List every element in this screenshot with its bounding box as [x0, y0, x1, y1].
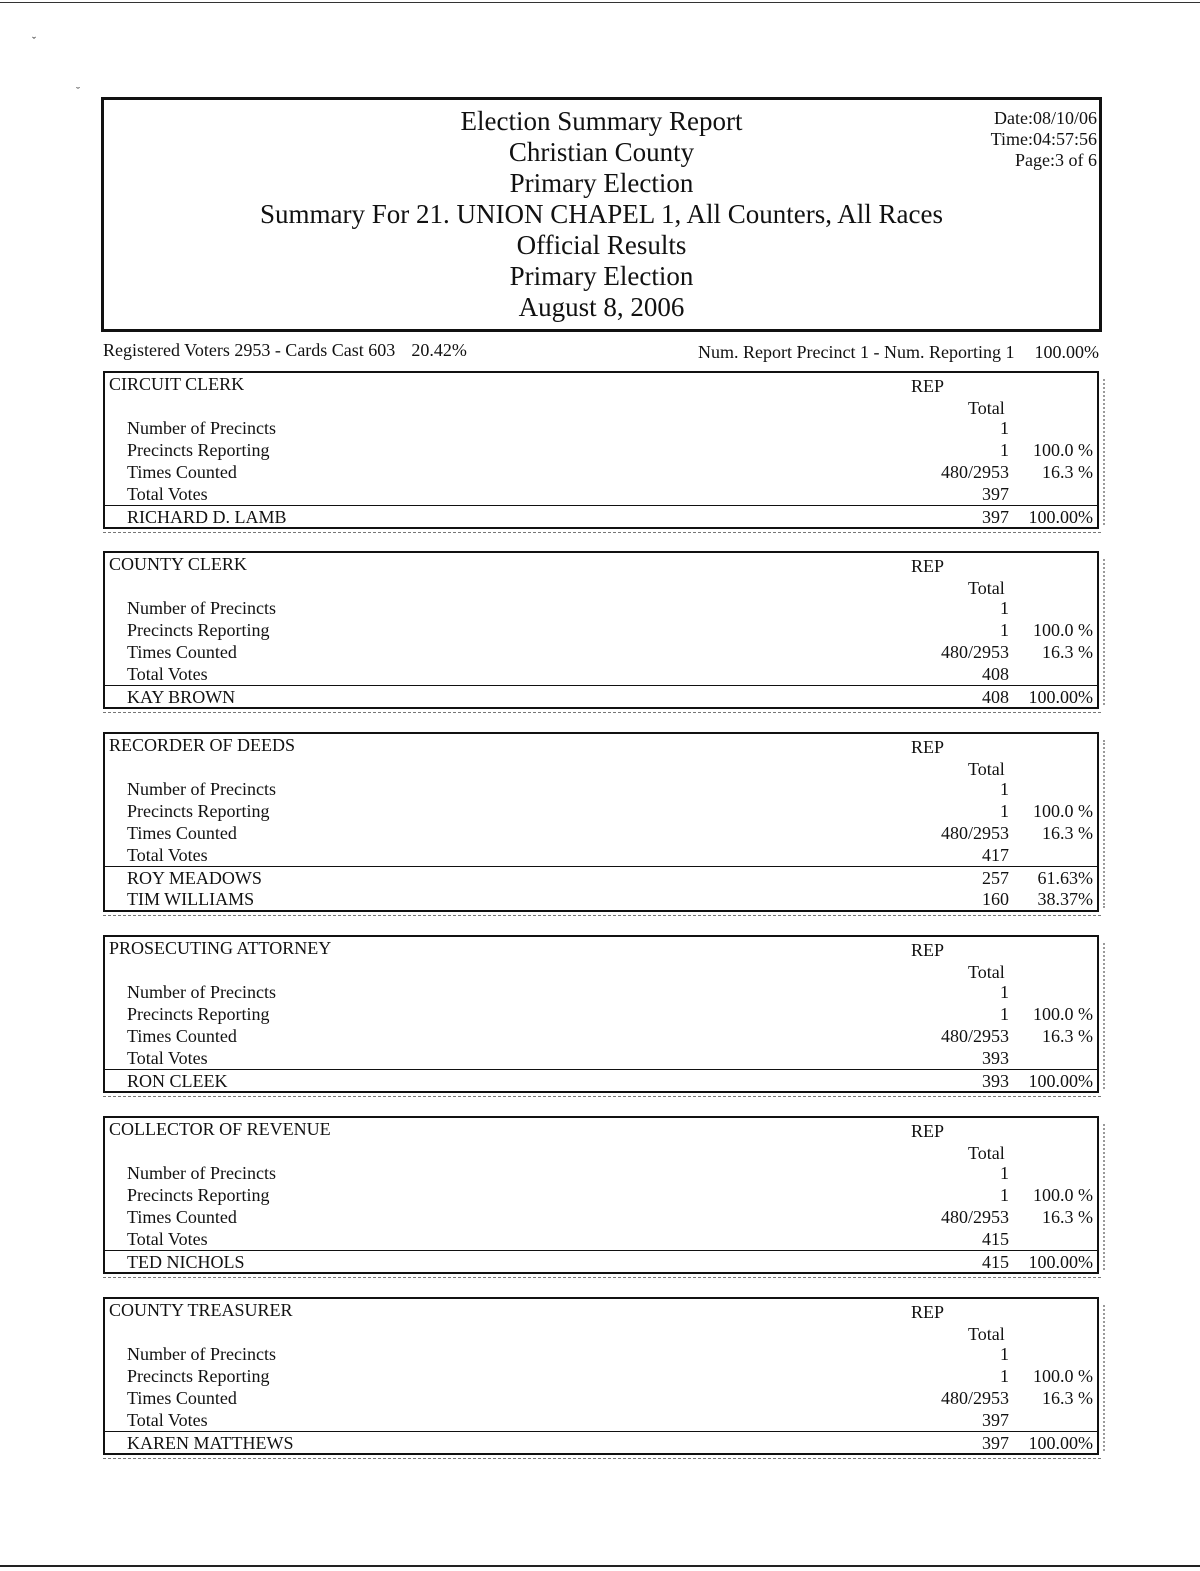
stat-percent: 100.0 % — [1033, 440, 1093, 460]
stat-label: Times Counted — [127, 1207, 237, 1227]
stat-value: 1 — [1000, 418, 1009, 438]
stat-label: Precincts Reporting — [127, 1185, 270, 1205]
stat-row — [105, 461, 1097, 483]
stat-percent: 100.0 % — [1033, 620, 1093, 640]
stat-percent: 16.3 % — [1042, 642, 1093, 662]
candidate-percent: 38.37% — [1037, 889, 1093, 909]
stat-value: 1 — [1000, 1366, 1009, 1386]
stat-row — [105, 1387, 1097, 1409]
stat-label: Number of Precincts — [127, 598, 276, 618]
stat-percent: 100.0 % — [1033, 1366, 1093, 1386]
candidate-votes: 397 — [982, 507, 1009, 527]
candidate-row — [105, 685, 1097, 708]
race-title: RECORDER OF DEEDS — [109, 735, 296, 755]
race-title: CIRCUIT CLERK — [109, 374, 245, 394]
candidate-row — [105, 888, 1097, 910]
stat-percent: 100.0 % — [1033, 1185, 1093, 1205]
race-box — [103, 371, 1099, 529]
stat-row — [105, 1206, 1097, 1228]
stat-percent: 16.3 % — [1042, 823, 1093, 843]
stat-value: 1 — [1000, 1185, 1009, 1205]
stat-row — [105, 1343, 1097, 1365]
page-top-rule — [0, 2, 1200, 3]
stat-row — [105, 641, 1097, 663]
total-column-header: Total — [968, 1143, 1005, 1163]
stat-value: 408 — [982, 664, 1009, 684]
scan-mark: ˘ — [76, 84, 80, 98]
scan-noise — [1099, 1305, 1105, 1451]
election-type: Primary Election — [509, 168, 694, 198]
stat-row — [105, 1184, 1097, 1206]
stat-value: 397 — [982, 1410, 1009, 1430]
stat-label: Times Counted — [127, 1026, 237, 1046]
stat-label: Total Votes — [127, 1048, 208, 1068]
stat-value: 1 — [1000, 1163, 1009, 1183]
candidate-votes: 160 — [982, 889, 1009, 909]
stat-value: 1 — [1000, 982, 1009, 1002]
stat-value: 1 — [1000, 779, 1009, 799]
stat-percent: 16.3 % — [1042, 1388, 1093, 1408]
stat-value: 480/2953 — [940, 823, 1009, 843]
scan-noise — [1099, 559, 1105, 705]
candidate-row — [105, 866, 1097, 889]
candidate-percent: 100.00% — [1028, 507, 1093, 527]
scan-noise — [1099, 1124, 1105, 1270]
race-box — [103, 732, 1099, 912]
stat-value: 397 — [982, 484, 1009, 504]
election-date: August 8, 2006 — [518, 292, 685, 322]
race-box — [103, 1297, 1099, 1455]
stat-value: 415 — [982, 1229, 1009, 1249]
candidate-percent: 61.63% — [1037, 868, 1093, 888]
race-box — [103, 935, 1099, 1093]
scan-noise — [103, 1274, 1101, 1278]
stat-row — [105, 1003, 1097, 1025]
candidate-row — [105, 505, 1097, 528]
page-bottom-rule — [0, 1565, 1200, 1567]
stat-label: Precincts Reporting — [127, 1004, 270, 1024]
race-box — [103, 1116, 1099, 1274]
candidate-row — [105, 1250, 1097, 1273]
registered-voters-text: Registered Voters 2953 - Cards Cast 603 — [103, 340, 396, 360]
stat-row — [105, 800, 1097, 822]
stat-label: Times Counted — [127, 462, 237, 482]
reporting-percent: 100.00% — [1034, 342, 1099, 362]
stat-value: 1 — [1000, 801, 1009, 821]
candidate-votes: 408 — [982, 687, 1009, 707]
candidate-name: TIM WILLIAMS — [127, 889, 255, 909]
race-title: COUNTY CLERK — [109, 554, 247, 574]
stat-percent: 16.3 % — [1042, 1207, 1093, 1227]
stat-label: Times Counted — [127, 642, 237, 662]
scan-noise — [103, 1093, 1101, 1097]
candidate-name: KAY BROWN — [127, 687, 236, 707]
candidate-name: RON CLEEK — [127, 1071, 228, 1091]
stat-label: Total Votes — [127, 845, 208, 865]
stat-row — [105, 1025, 1097, 1047]
candidate-name: RICHARD D. LAMB — [127, 507, 287, 527]
party-label: REP — [911, 737, 945, 757]
stat-row — [105, 844, 1097, 866]
stat-value: 1 — [1000, 440, 1009, 460]
stat-label: Number of Precincts — [127, 779, 276, 799]
report-meta — [991, 108, 1097, 171]
party-label: REP — [911, 940, 945, 960]
stat-row — [105, 417, 1097, 439]
stat-row — [105, 483, 1097, 505]
candidate-votes: 415 — [982, 1252, 1009, 1272]
candidate-name: TED NICHOLS — [127, 1252, 245, 1272]
stat-row — [105, 1409, 1097, 1431]
summary-scope: Summary For 21. UNION CHAPEL 1, All Counters, All Races — [260, 199, 943, 229]
stat-percent: 16.3 % — [1042, 462, 1093, 482]
party-label: REP — [911, 1121, 945, 1141]
stat-value: 1 — [1000, 1344, 1009, 1364]
report-time: Time:04:57:56 — [990, 129, 1097, 149]
stat-label: Precincts Reporting — [127, 801, 270, 821]
candidate-name: KAREN MATTHEWS — [127, 1433, 294, 1453]
stat-row — [105, 778, 1097, 800]
race-title: PROSECUTING ATTORNEY — [109, 938, 332, 958]
election-name: Primary Election — [509, 261, 694, 291]
reporting-text: Num. Report Precinct 1 - Num. Reporting 1 — [698, 342, 1015, 362]
candidate-votes: 393 — [982, 1071, 1009, 1091]
report-title: Election Summary Report — [460, 106, 743, 136]
candidate-name: ROY MEADOWS — [127, 868, 262, 888]
race-box — [103, 551, 1099, 709]
scan-mark: ˇ — [32, 34, 36, 48]
stat-label: Precincts Reporting — [127, 620, 270, 640]
stat-label: Number of Precincts — [127, 982, 276, 1002]
total-column-header: Total — [968, 398, 1005, 418]
report-title-block — [104, 106, 1099, 323]
race-title: COLLECTOR OF REVENUE — [109, 1119, 331, 1139]
scan-noise — [1099, 943, 1105, 1089]
scan-noise — [103, 709, 1101, 713]
page-number: Page:3 of 6 — [1015, 150, 1097, 170]
stat-label: Total Votes — [127, 664, 208, 684]
stat-row — [105, 1162, 1097, 1184]
stat-value: 393 — [982, 1048, 1009, 1068]
stat-row — [105, 1365, 1097, 1387]
stat-value: 1 — [1000, 1004, 1009, 1024]
candidate-votes: 257 — [982, 868, 1009, 888]
stat-label: Total Votes — [127, 1410, 208, 1430]
race-title: COUNTY TREASURER — [109, 1300, 293, 1320]
total-column-header: Total — [968, 962, 1005, 982]
stat-row — [105, 1228, 1097, 1250]
registered-voters — [103, 340, 467, 361]
turnout-percent: 20.42% — [411, 340, 467, 360]
scan-noise — [103, 1455, 1101, 1459]
candidate-percent: 100.00% — [1028, 1071, 1093, 1091]
stat-label: Total Votes — [127, 1229, 208, 1249]
report-header — [101, 97, 1102, 332]
total-column-header: Total — [968, 759, 1005, 779]
stat-row — [105, 663, 1097, 685]
stat-row — [105, 822, 1097, 844]
party-label: REP — [911, 376, 945, 396]
candidate-row — [105, 1069, 1097, 1092]
results-status: Official Results — [516, 230, 687, 260]
stat-row — [105, 439, 1097, 461]
stat-label: Number of Precincts — [127, 1344, 276, 1364]
stat-value: 480/2953 — [940, 642, 1009, 662]
precincts-reporting-summary — [698, 342, 1099, 363]
total-column-header: Total — [968, 578, 1005, 598]
stat-value: 480/2953 — [940, 1388, 1009, 1408]
stat-value: 1 — [1000, 598, 1009, 618]
scan-noise — [103, 912, 1101, 916]
stat-value: 480/2953 — [940, 462, 1009, 482]
stat-value: 480/2953 — [940, 1026, 1009, 1046]
total-column-header: Total — [968, 1324, 1005, 1344]
stat-label: Times Counted — [127, 1388, 237, 1408]
stat-label: Number of Precincts — [127, 1163, 276, 1183]
stat-value: 417 — [982, 845, 1009, 865]
candidate-percent: 100.00% — [1028, 1252, 1093, 1272]
stat-label: Precincts Reporting — [127, 440, 270, 460]
stat-row — [105, 597, 1097, 619]
stat-value: 480/2953 — [940, 1207, 1009, 1227]
candidate-votes: 397 — [982, 1433, 1009, 1453]
candidate-row — [105, 1431, 1097, 1454]
scan-noise — [1099, 740, 1105, 908]
county-name: Christian County — [508, 137, 695, 167]
stat-value: 1 — [1000, 620, 1009, 640]
stat-label: Precincts Reporting — [127, 1366, 270, 1386]
report-date: Date:08/10/06 — [994, 108, 1097, 128]
stat-percent: 16.3 % — [1042, 1026, 1093, 1046]
scan-noise — [1099, 379, 1105, 525]
party-label: REP — [911, 1302, 945, 1322]
stat-row — [105, 619, 1097, 641]
stat-label: Times Counted — [127, 823, 237, 843]
stat-label: Number of Precincts — [127, 418, 276, 438]
stat-row — [105, 1047, 1097, 1069]
stat-percent: 100.0 % — [1033, 801, 1093, 821]
scan-noise — [103, 529, 1101, 533]
candidate-percent: 100.00% — [1028, 687, 1093, 707]
candidate-percent: 100.00% — [1028, 1433, 1093, 1453]
stat-row — [105, 981, 1097, 1003]
party-label: REP — [911, 556, 945, 576]
stat-label: Total Votes — [127, 484, 208, 504]
stat-percent: 100.0 % — [1033, 1004, 1093, 1024]
